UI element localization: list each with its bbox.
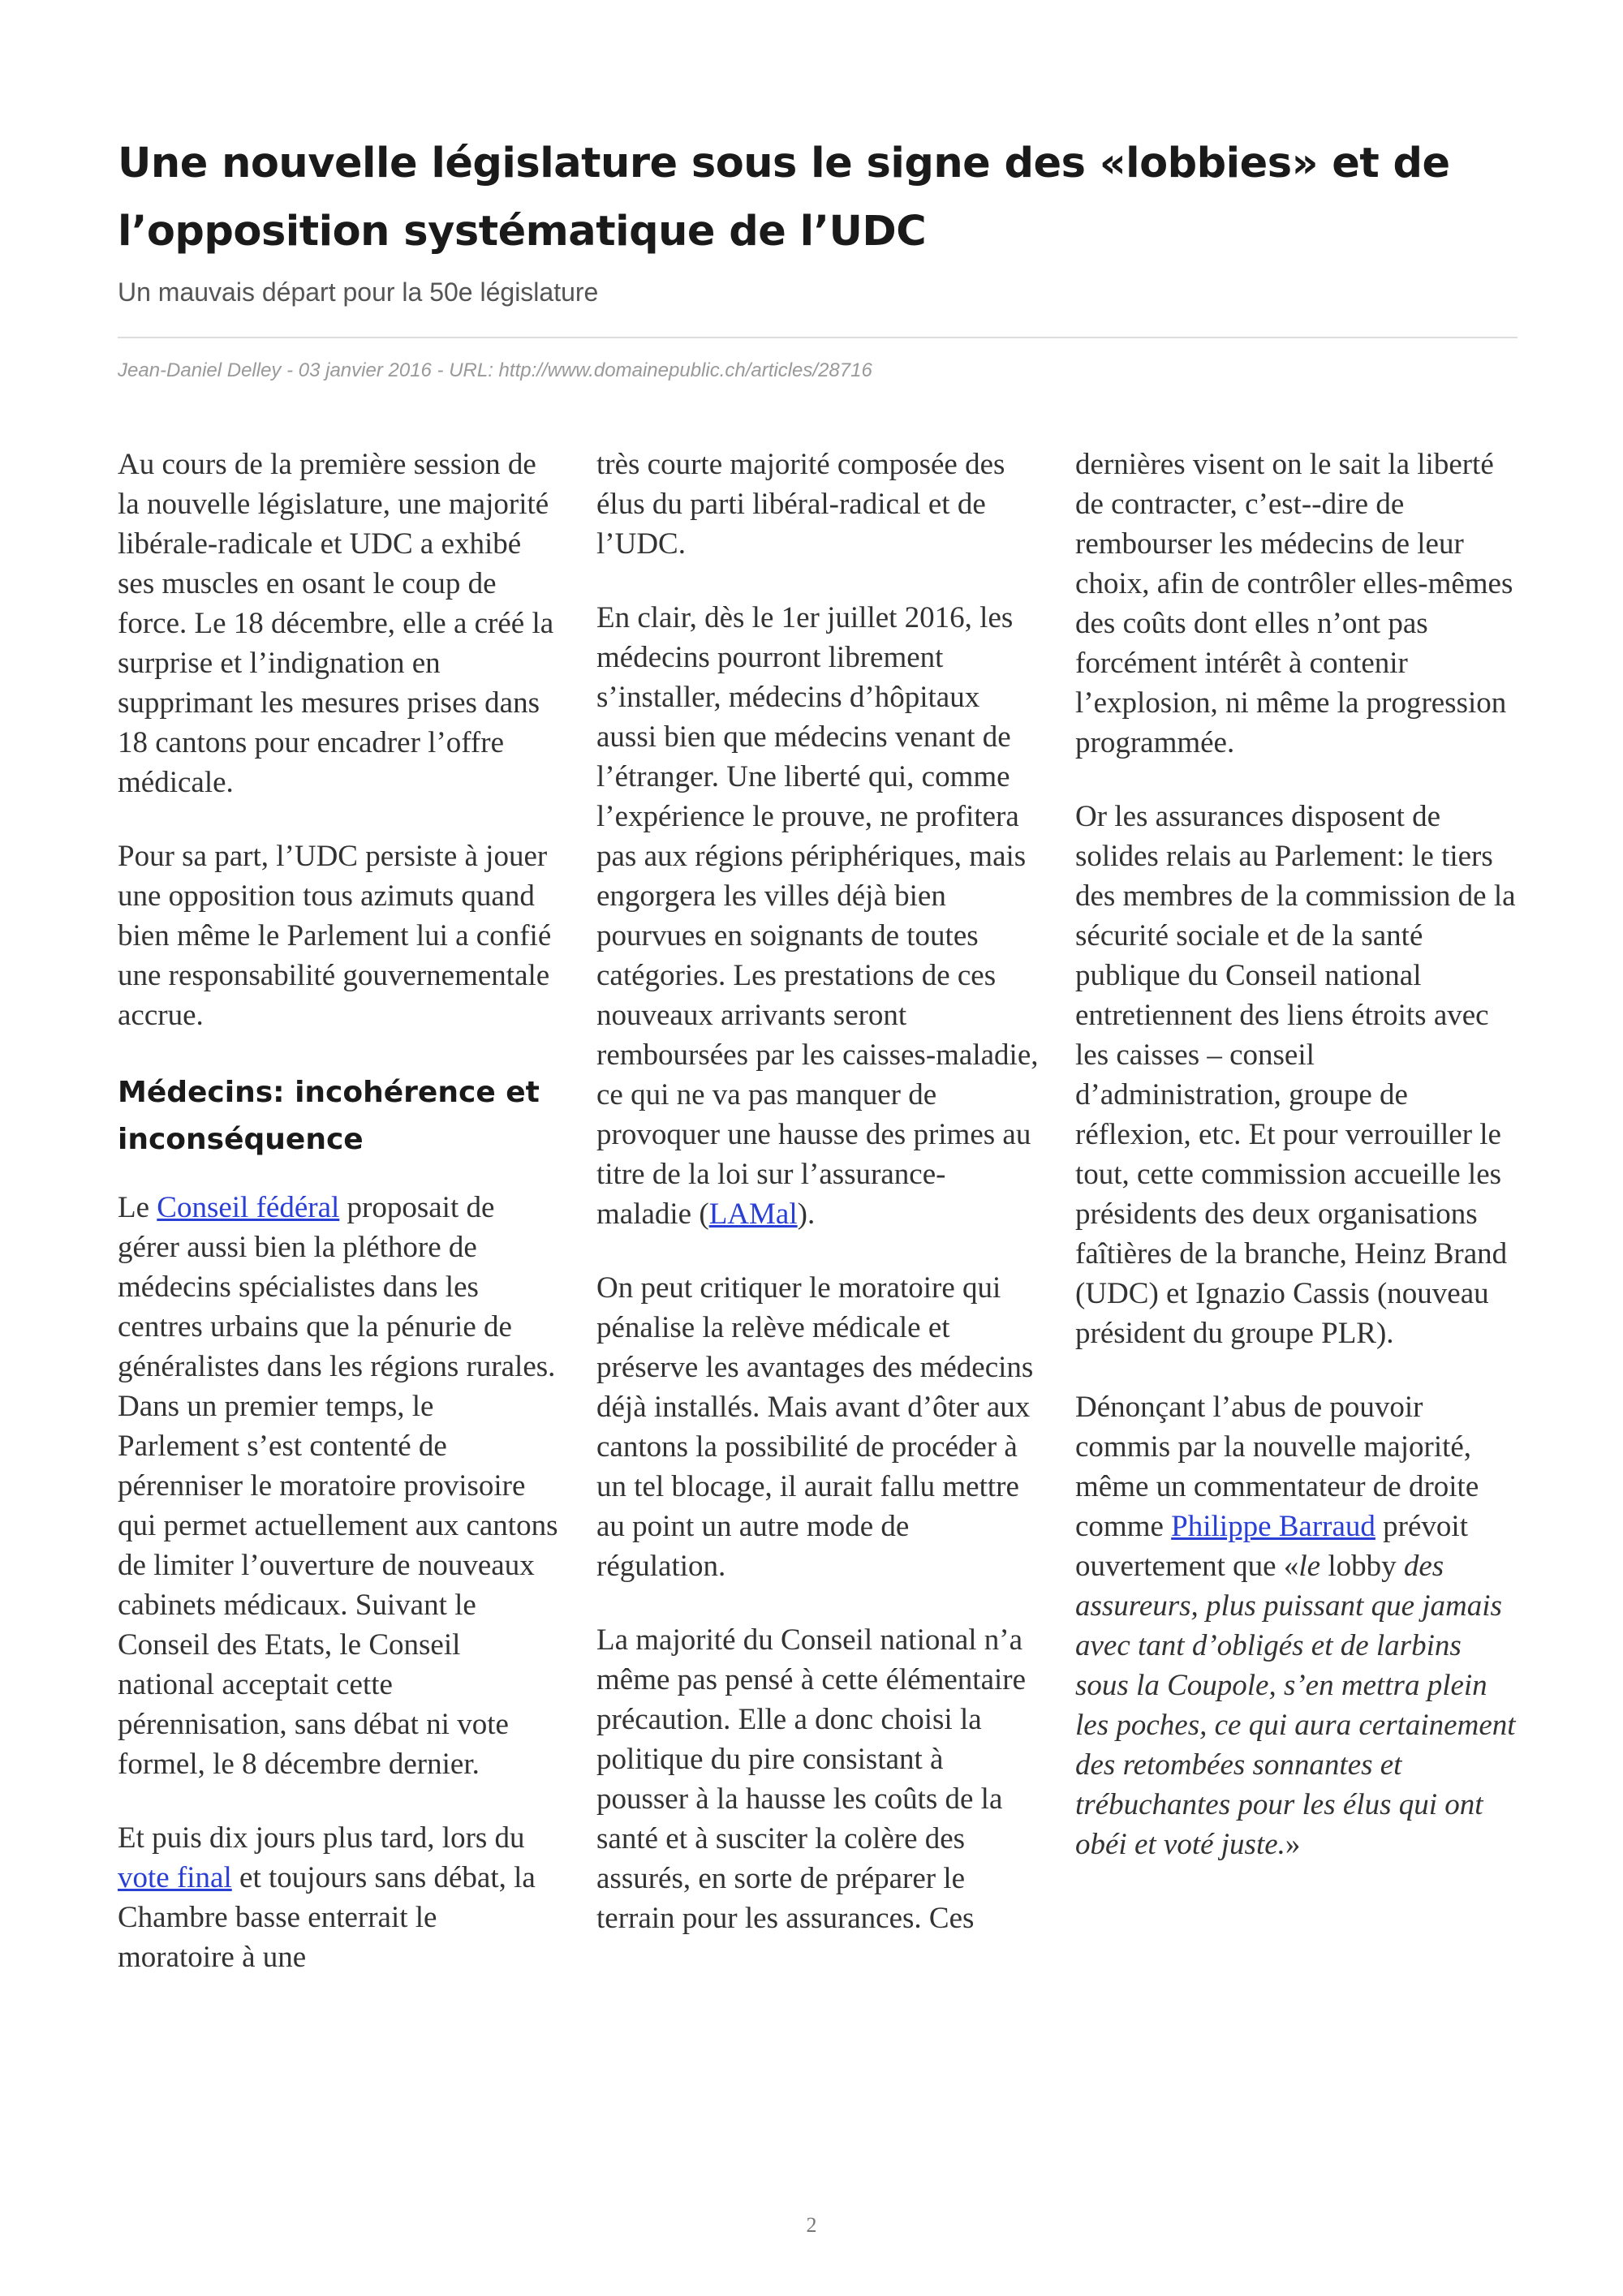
paragraph-text: prévoit ouvertement que « [1075, 1510, 1468, 1583]
text-column-2 [596, 445, 1039, 1972]
link-vote-final[interactable]: vote final [118, 1861, 232, 1894]
paragraph-text: En clair, dès le 1er juillet 2016, les médecins pourront librement s’installer, médecins d’hôpitaux aussi bien que médecins venant de l’étranger. Une liberté qui, comme l’expérience le prouve, ne profitera pas aux régions périphériques, mais engorgera les villes déjà bien pourvues en soignants de toutes catégories. Les prestations de ces nouveaux arrivants seront remboursées par les caisses-maladie, ce qui ne va pas manquer de provoquer une hausse des primes au titre de la loi sur l’assurance-maladie ( [596, 601, 1039, 1231]
paragraph [118, 1188, 560, 1784]
link-lamal[interactable]: LAMal [708, 1197, 798, 1231]
section-heading: Médecins: incohérence et inconséquence [118, 1076, 540, 1156]
paragraph-text: proposait de gérer aussi bien la pléthore de médecins spécialistes dans les centres urbains que la pénurie de généralistes dans les régions rurales. Dans un premier temps, le Parlement s’est contenté de pérenniser le moratoire provisoire qui permet actuellement aux cantons de limiter l’ouverture de nouveaux cabinets médicaux. Suivant le Conseil des Etats, le Conseil national acceptait cette pérennisation, sans débat ni vote formel, le 8 décembre dernier. [118, 1191, 558, 1781]
link-philippe-barraud[interactable]: Philippe Barraud [1171, 1510, 1375, 1543]
text-column-3 [1075, 445, 1518, 1898]
paragraph-text: Dénonçant l’abus de pouvoir commis par la nouvelle majorité, même un commentateur de droite comme [1075, 1391, 1479, 1543]
article-header [118, 130, 1518, 310]
article-byline: Jean-Daniel Delley - 03 janvier 2016 - URL: http://www.domainepublic.ch/articles/28716 [118, 359, 872, 381]
paragraph [118, 1818, 560, 1977]
text-column-1 [118, 445, 560, 2011]
paragraph: Au cours de la première session de la nouvelle législature, une majorité libérale-radicale et UDC a exhibé ses muscles en osant le coup de force. Le 18 décembre, elle a créé la surprise et l’indignation en supprimant les mesures prises dans 18 cantons pour encadrer l’offre médicale. [118, 448, 554, 799]
paragraph: La majorité du Conseil national n’a même pas pensé à cette élémentaire précaution. Elle a donc choisi la politique du pire consistant à pousser à la hausse les coûts de la santé et à susciter la colère des assurés, en sorte de préparer le terrain pour les assurances. Ces [596, 1623, 1027, 1935]
paragraph-text: Le [118, 1191, 157, 1224]
paragraph-text: ). [797, 1197, 816, 1231]
paragraph-text: » [1285, 1828, 1301, 1861]
paragraph-text: lobby [1320, 1550, 1404, 1583]
quote-text: des assureurs, plus puissant que jamais avec tant d’obligés et de larbins sous la Coupole, s’en mettra plein les poches, ce qui aura certainement des retombées sonnantes et trébuchantes pour les élus qui ont obéi et voté juste. [1075, 1550, 1516, 1861]
header-divider [118, 337, 1518, 338]
paragraph: Or les assurances disposent de solides relais au Parlement: le tiers des membres de la commission de la sécurité sociale et de la santé publique du Conseil national entretiennent des liens étroits avec les caisses – conseil d’administration, groupe de réflexion, etc. Et pour verrouiller le tout, cette commission accueille les présidents des deux organisations faîtières de la branche, Heinz Brand (UDC) et Ignazio Cassis (nouveau président du groupe PLR). [1075, 800, 1516, 1350]
page-number: 2 [806, 2213, 817, 2237]
paragraph [596, 598, 1039, 1234]
paragraph-text: et toujours sans débat, la Chambre basse enterrait le moratoire à une [118, 1861, 536, 1974]
quote-text: le [1298, 1550, 1321, 1583]
paragraph [1075, 1387, 1518, 1864]
paragraph: dernières visent on le sait la liberté de contracter, c’est--dire de rembourser les médecins de leur choix, afin de contrôler elles-mêmes des coûts dont elles n’ont pas forcément intérêt à contenir l’explosion, ni même la progression programmée. [1075, 448, 1513, 759]
paragraph: très courte majorité composée des élus du parti libéral-radical et de l’UDC. [596, 448, 1005, 561]
paragraph: On peut critiquer le moratoire qui pénalise la relève médicale et préserve les avantages des médecins déjà installés. Mais avant d’ôter aux cantons la possibilité de procéder à un tel blocage, il aurait fallu mettre au point un autre mode de régulation. [596, 1271, 1034, 1583]
paragraph: Pour sa part, l’UDC persiste à jouer une opposition tous azimuts quand bien même le Parlement lui a confié une responsabilité gouvernementale accrue. [118, 840, 552, 1032]
article-title: Une nouvelle législature sous le signe des «lobbies» et de l’opposition systématique de l’UDC [118, 140, 1450, 256]
paragraph-text: Et puis dix jours plus tard, lors du [118, 1821, 525, 1855]
link-conseil-federal[interactable]: Conseil fédéral [157, 1191, 340, 1224]
article-subtitle: Un mauvais départ pour la 50e législature [118, 277, 599, 307]
